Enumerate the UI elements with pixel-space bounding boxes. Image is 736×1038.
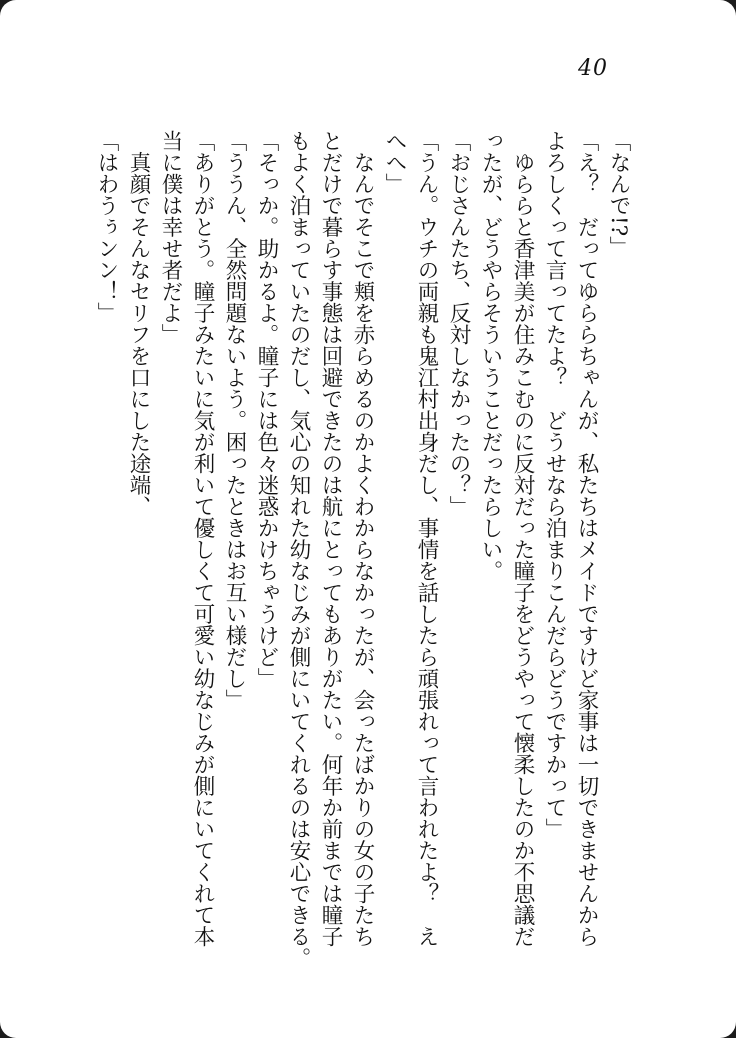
text-line: よろしくって言ってたよ？ どうせなら泊まりこんだらどうですかって」 (542, 130, 567, 840)
text-line: 当に僕は幸せ者だよ」 (158, 130, 183, 345)
text-line: もよく泊まっていたのだし、気心の知れた幼なじみが側にいてくれるのは安心できる。 (286, 130, 311, 969)
text-line: ったが、どうやらそういうことだったらしい。 (478, 130, 503, 582)
text-line: なんでそこで頬を赤らめるのかよくわからなかったが、会ったばかりの女の子たち (350, 130, 375, 947)
page-number: 40 (578, 56, 608, 81)
text-line: へへ」 (382, 130, 407, 195)
text-line: 「ううん、全然問題ないよう。困ったときはお互い様だし」 (222, 130, 247, 711)
text-line: 「ありがとう。瞳子みたいに気が利いて優しくて可愛い幼なじみが側にいてくれて本 (190, 130, 215, 947)
text-line: 「うん。ウチの両親も鬼江村出身だし、事情を話したら頑張れって言われたよ？ え (414, 130, 439, 947)
text-line: 「え？ だってゆららちゃんが、私たちはメイドですけど家事は一切できませんから (574, 130, 599, 947)
text-line: 「なんで!?」 (606, 130, 631, 258)
text-line: 「そっか。助かるよ。瞳子には色々迷惑かけちゃうけど」 (254, 130, 279, 689)
text-line: とだけで暮らす事態は回避できたのは航にとってもありがたい。何年か前までは瞳子 (318, 130, 343, 947)
text-line: 真顔でそんなセリフを口にした途端、 (126, 130, 151, 517)
text-line: ゆららと香津美が住みこむのに反対だった瞳子をどうやって懐柔したのか不思議だ (510, 130, 535, 947)
text-line: 「はわうぅンン！」 (94, 130, 119, 324)
text-block (90, 130, 634, 969)
text-line: 「おじさんたち、反対しなかったの？」 (446, 130, 471, 517)
